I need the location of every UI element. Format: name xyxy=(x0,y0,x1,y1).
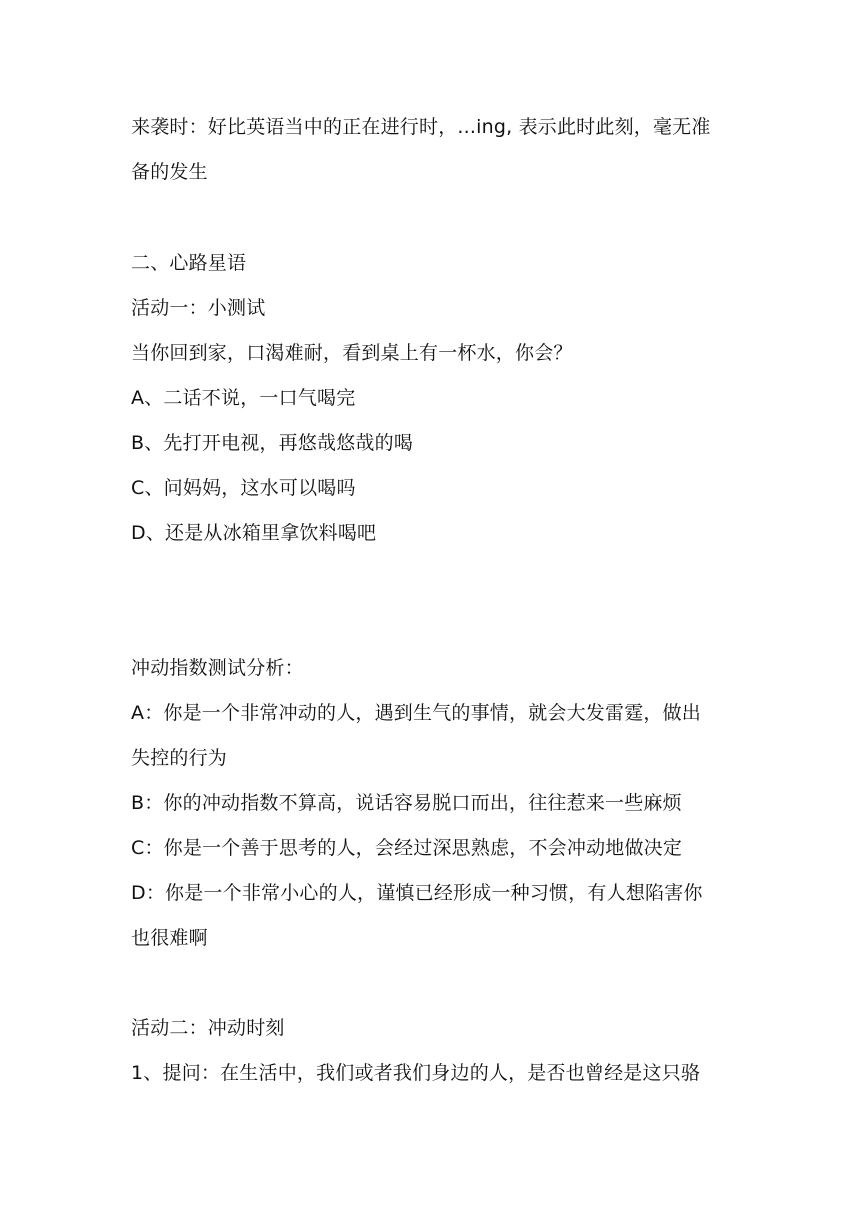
option-d: D、还是从冰箱里拿饮料喝吧 xyxy=(131,522,377,544)
activity-two-heading: 活动二：冲动时刻 xyxy=(131,1017,285,1039)
activity-heading: 活动一：小测试 xyxy=(131,297,266,319)
text-line: 备的发生 xyxy=(131,161,208,183)
question-text: 当你回到家，口渴难耐，看到桌上有一杯水，你会？ xyxy=(131,342,573,364)
text-line: 来袭时：好比英语当中的正在进行时，...ing, 表示此时此刻，毫无准 xyxy=(131,116,711,138)
analysis-b: B：你的冲动指数不算高，说话容易脱口而出，往往惹来一些麻烦 xyxy=(131,792,682,814)
analysis-a-line-1: A：你是一个非常冲动的人，遇到生气的事情，就会大发雷霆，做出 xyxy=(131,702,701,724)
option-c: C、问妈妈，这水可以喝吗 xyxy=(131,477,356,499)
option-a: A、二话不说，一口气喝完 xyxy=(131,387,356,409)
analysis-c: C：你是一个善于思考的人，会经过深思熟虑，不会冲动地做决定 xyxy=(131,837,683,859)
analysis-d-line-2: 也很难啊 xyxy=(131,927,208,949)
section-heading: 二、心路星语 xyxy=(131,252,247,274)
analysis-heading: 冲动指数测试分析： xyxy=(131,657,304,679)
question-prompt: 1、提问：在生活中，我们或者我们身边的人，是否也曾经是这只骆 xyxy=(131,1062,701,1084)
analysis-a-line-2: 失控的行为 xyxy=(131,747,228,769)
analysis-d-line-1: D：你是一个非常小心的人，谨慎已经形成一种习惯，有人想陷害你 xyxy=(131,882,703,904)
option-b: B、先打开电视，再悠哉悠哉的喝 xyxy=(131,432,414,454)
